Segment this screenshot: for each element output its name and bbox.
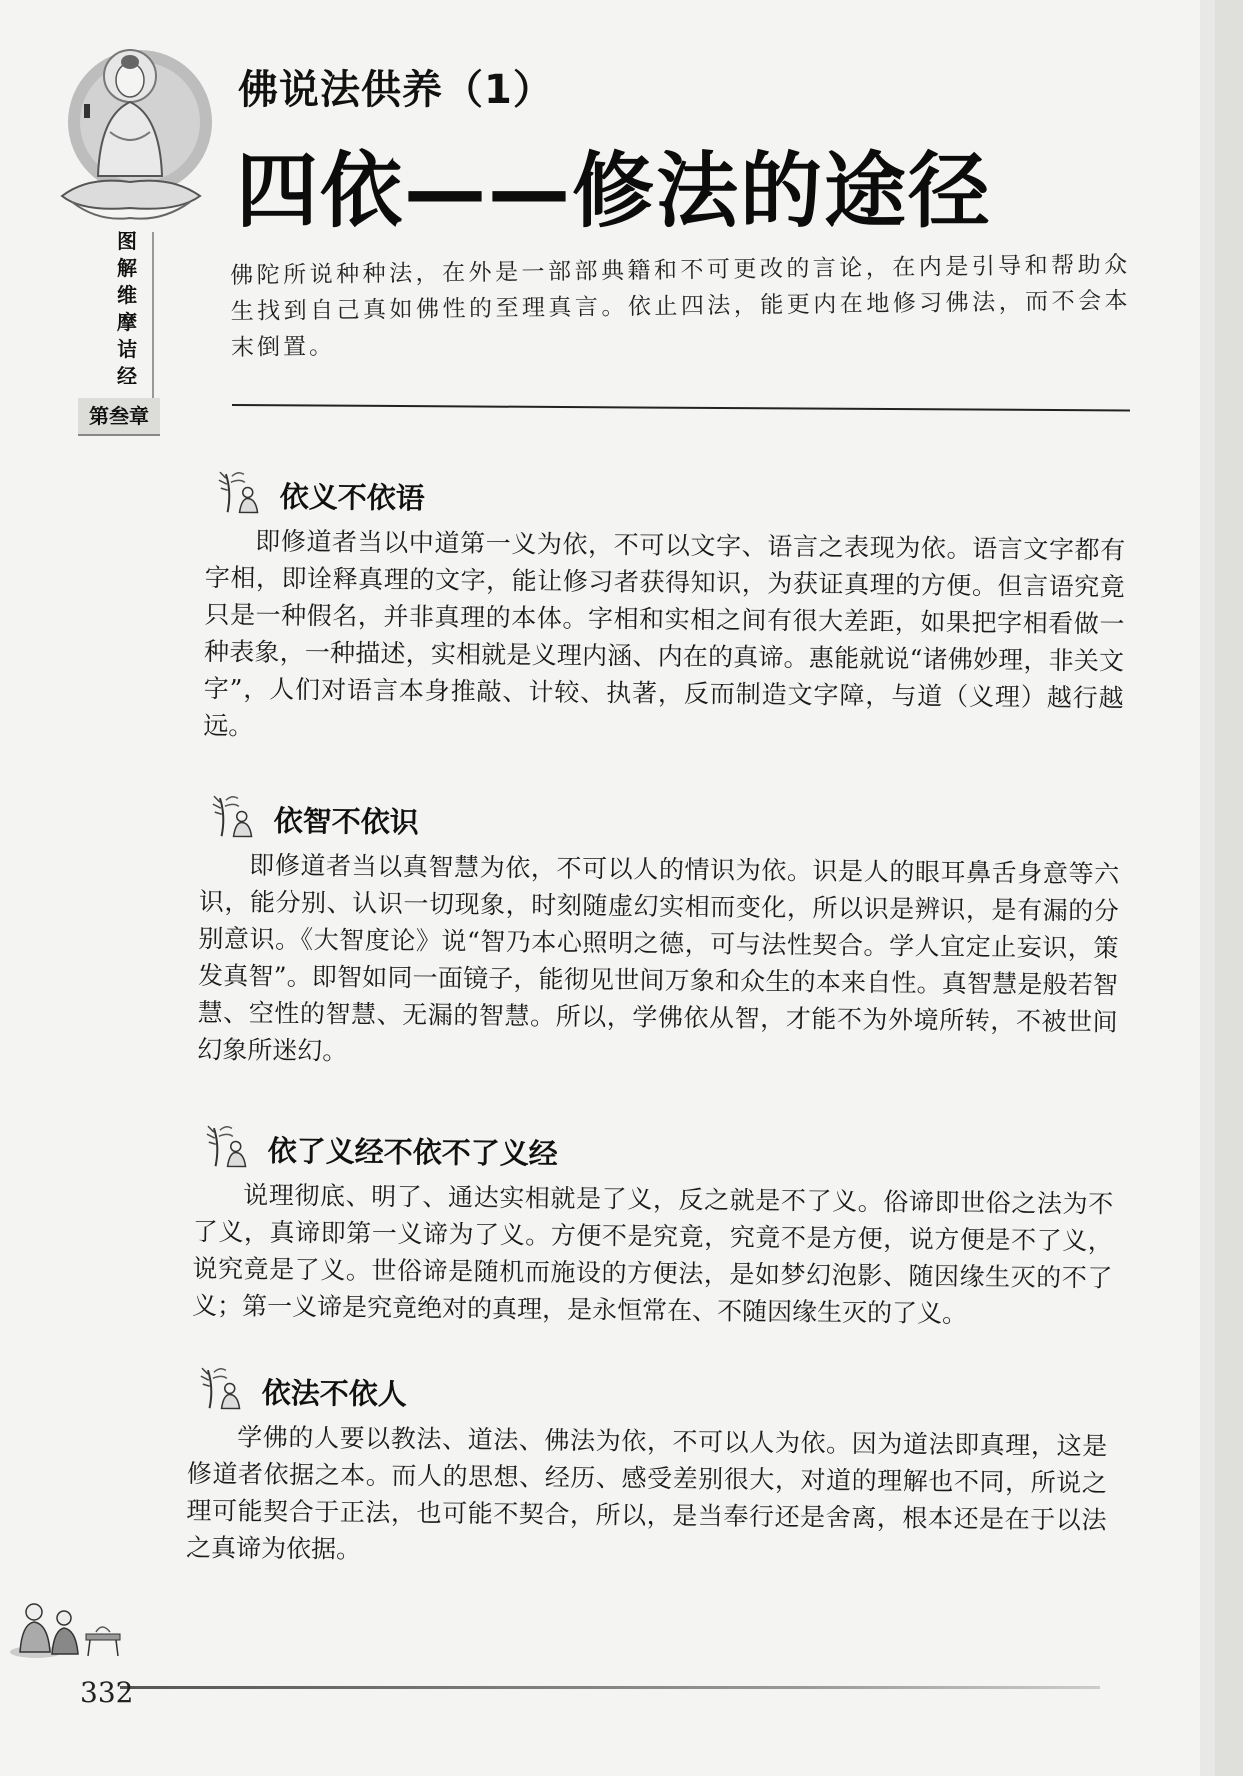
section-1 bbox=[203, 468, 1126, 754]
monks-illustration-icon bbox=[6, 1592, 136, 1662]
page-number: 332 bbox=[80, 1676, 134, 1709]
intro-paragraph: 佛陀所说种种法，在外是一部部典籍和不可更改的言论，在内是引导和帮助众生找到自己真如佛性的至理真言。依止四法，能更内在地修习佛法，而不会本末倒置。 bbox=[230, 252, 1131, 361]
buddha-emblem-icon bbox=[48, 36, 214, 226]
bamboo-sage-icon bbox=[218, 468, 262, 514]
section-body: 即修道者当以真智慧为依，不可以人的情识为依。识是人的眼耳鼻舌身意等六识，能分别、认识一切现象，时刻随虚幻实相而变化，所以识是辨识，是有漏的分别意识。《大智度论》说“智乃本心照明之德，可与法性契合。学人宜定止妄识，策发真智”。即智如同一面镜子，能彻见世间万象和众生的本来自性。真智慧是般若智慧、空性的智慧、无漏的智慧。所以，学佛依从智，才能不为外境所转，不被世间幻象所迷幻。 bbox=[197, 850, 1120, 1066]
book-title-vertical: 图解维摩诘经 bbox=[117, 229, 137, 388]
section-heading bbox=[187, 1364, 1107, 1422]
section-4 bbox=[186, 1364, 1108, 1576]
section-title: 依法不依人 bbox=[261, 1375, 407, 1412]
section-title: 依智不依识 bbox=[273, 803, 419, 840]
section-heading bbox=[199, 792, 1119, 850]
section-body: 即修道者当以中道第一义为依，不可以文字、语言之表现为依。语言文字都有字相，即诠释真理的文字，能让修习者获得知识，为获证真理的方便。但言语究竟只是一种假名，并非真理的本体。字相和实相之间有很大差距，如果把字相看做一种表象，一种描述，实相就是义理内涵、内在的真谛。惠能就说“诸佛妙理，非关文字”，人们对语言本身推敲、计较、执著，反而制造文字障，与道（义理）越行越远。 bbox=[203, 526, 1126, 741]
page-subtitle: 佛说法供养（1） bbox=[238, 67, 554, 113]
sidebar-rule bbox=[152, 232, 154, 412]
footer-rule bbox=[120, 1686, 1100, 1689]
section-body: 学佛的人要以教法、道法、佛法为依，不可以人为依。因为道法即真理，这是修道者依据之本。而人的思想、经历、感受差别很大，对道的理解也不同，所说之理可能契合于正法，也可能不契合，所以，是当奉行还是舍离，根本还是在于以法之真谛为依据。 bbox=[185, 1422, 1108, 1564]
section-title: 依义不依语 bbox=[279, 479, 425, 516]
section-body: 说理彻底、明了、通达实相就是了义，反之就是不了义。俗谛即世俗之法为不了义，真谛即第一义谛为了义。方便不是究竟，究竟不是方便，说方便是不了义，说究竟是了义。世俗谛是随机而施设的方便法，是如梦幻泡影、随因缘生灭的不了义；第一义谛是究竟绝对的真理，是永恒常在、不随因缘生灭的了义。 bbox=[191, 1180, 1114, 1329]
section-heading bbox=[205, 468, 1125, 526]
section-title: 依了义经不依不了义经 bbox=[267, 1133, 558, 1171]
page-title: 四依——修法的途径 bbox=[236, 144, 993, 239]
bamboo-sage-icon bbox=[200, 1364, 244, 1410]
chapter-tag: 第叁章 bbox=[78, 398, 160, 436]
bamboo-sage-icon bbox=[212, 792, 256, 838]
bamboo-sage-icon bbox=[206, 1122, 250, 1168]
section-2 bbox=[197, 792, 1120, 1078]
section-3 bbox=[192, 1122, 1114, 1334]
section-heading bbox=[193, 1122, 1113, 1180]
